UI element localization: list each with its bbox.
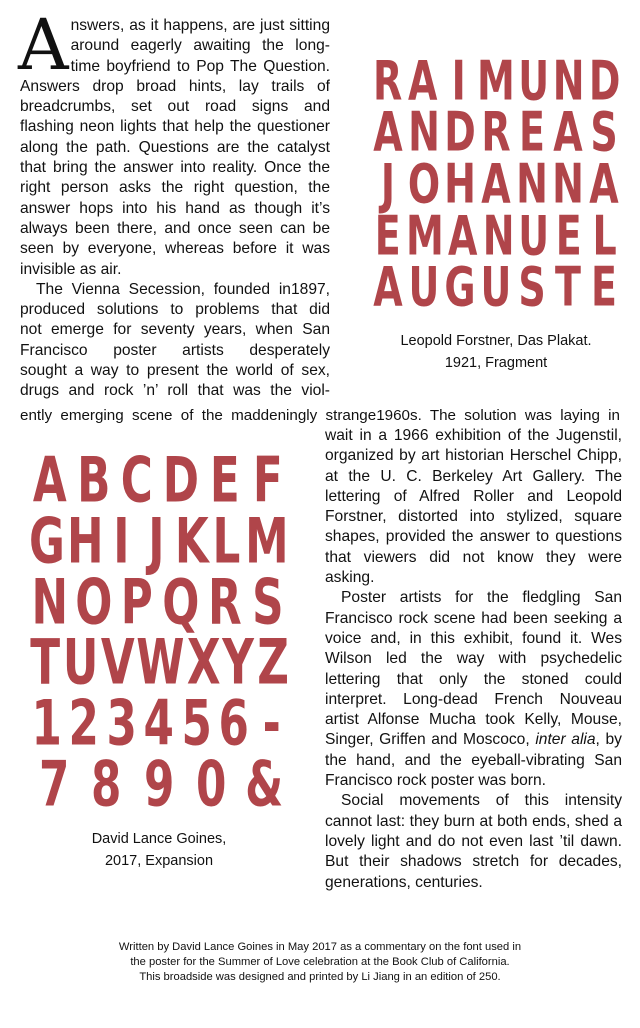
lettering-glyph: G (28, 504, 65, 578)
lettering-glyph: A (373, 257, 403, 320)
paragraph-3-italic: inter alia (535, 731, 596, 749)
lettering-glyph: M (245, 504, 289, 578)
lettering-glyph: M (477, 50, 515, 113)
lettering-glyph: P (121, 565, 154, 639)
lettering-glyph: L (592, 205, 617, 268)
colophon-line-2: the poster for the Summer of Love celebration at the Book Club of California. (130, 956, 510, 968)
lettering-glyph: & (244, 747, 283, 821)
lettering-glyph: H (444, 153, 476, 217)
lettering-glyph: N (516, 153, 548, 217)
lettering-glyph: R (481, 102, 511, 165)
lettering-glyph: - (262, 686, 281, 760)
lettering-glyph: Z (257, 625, 289, 699)
lettering-glyph: 0 (196, 747, 227, 821)
forstner-caption-line-2: 1921, Fragment (444, 355, 548, 371)
lettering-glyph: G (444, 257, 476, 320)
paragraph-4: Social movements of this intensity cannot last: they burn at both ends, shed a lovely light and do not even last ’til dawn. But their shadows stretch for decades, generations, centuries. (325, 792, 622, 891)
lettering-glyph: 5 (181, 686, 212, 760)
lettering-glyph: Y (222, 625, 255, 699)
lettering-glyph: R (207, 565, 242, 639)
forstner-caption-line-1: Leopold Forstner, Das Plakat. (400, 333, 592, 349)
paragraph-2-full-line: ently emerging scene of the maddeningly strange1960s. The solution was laying in (20, 407, 620, 424)
lettering-glyph: N (482, 205, 515, 268)
lettering-glyph: E (591, 257, 617, 320)
goines-alphabet-art (28, 443, 290, 821)
paragraph-2-line-6: drugs and rock ’n’ roll that was the viol- (20, 382, 330, 400)
lettering-glyph: A (32, 443, 67, 517)
lettering-row (28, 565, 290, 639)
lettering-glyph: 2 (68, 686, 100, 760)
lettering-glyph: 7 (38, 747, 70, 821)
lettering-glyph: B (76, 443, 111, 517)
lettering-glyph: U (518, 50, 550, 113)
paragraph-2-continued: wait in a 1966 exhibition of the Jugenstil, organized by art historian Herschel Chipp, at the U. C. Berkeley Art Gallery. The lettering of Alfred Roller and Leopold Forstner, distorted into stylized, square shapes, provided the answer to questions that viewers did not know they were asking. (325, 427, 622, 587)
lettering-glyph: N (408, 102, 440, 165)
lettering-row (370, 257, 622, 320)
lettering-glyph: D (444, 102, 476, 165)
article-column-bottom (325, 426, 622, 893)
lettering-glyph: 8 (91, 747, 122, 821)
lettering-glyph: I (113, 504, 130, 578)
forstner-caption (380, 330, 612, 374)
colophon (60, 940, 580, 985)
lettering-glyph: U (480, 257, 512, 320)
lettering-glyph: A (481, 153, 511, 217)
lettering-glyph: T (555, 257, 581, 320)
lettering-glyph: E (555, 205, 582, 268)
lettering-glyph: E (519, 102, 545, 165)
lettering-glyph: M (406, 205, 445, 268)
lettering-glyph: F (253, 443, 284, 517)
lettering-glyph: 9 (143, 747, 175, 821)
lettering-row (370, 50, 622, 113)
goines-caption-line-2: 2017, Expansion (104, 853, 214, 869)
lettering-glyph: 4 (143, 686, 175, 760)
lettering-glyph: N (553, 50, 585, 113)
lettering-glyph: C (121, 443, 154, 517)
lettering-glyph: U (63, 625, 99, 699)
lettering-glyph: L (212, 504, 241, 578)
lettering-row (28, 443, 290, 517)
lettering-row (370, 153, 622, 217)
lettering-glyph: R (373, 50, 403, 113)
lettering-glyph: S (252, 565, 284, 639)
lettering-glyph: A (373, 102, 403, 165)
lettering-glyph: J (148, 504, 165, 578)
paragraph-2-line-4: Francisco poster artists desperately (20, 341, 330, 359)
lettering-row (28, 747, 290, 821)
lettering-row (370, 205, 622, 268)
lettering-glyph: E (209, 443, 240, 517)
lettering-glyph: 3 (106, 686, 137, 760)
lettering-glyph: H (66, 504, 104, 578)
lettering-glyph: S (518, 257, 546, 320)
lettering-glyph: K (174, 504, 209, 578)
paragraph-1-text: nswers, as it happens, are just sitting around eagerly awaiting the long-time boyfriend to Pop The Question. Answers drop broad hints, lay trails of breadcrumbs, set out road signs and flashing neon lights that help the questioner along the path. Questions are the catalyst that bring the answer into reality. Once the right person asks the right question, the answer hops into his hand as though it’s always been there, and once seen can be seen by everyone, whereas before it was invisible as air. (20, 17, 330, 278)
lettering-glyph: X (186, 625, 221, 699)
lettering-glyph: W (136, 625, 185, 699)
paragraph-2-line-3: not emerge for seventy years, when San (20, 321, 330, 339)
lettering-glyph: N (31, 565, 69, 639)
lettering-row (28, 504, 290, 578)
lettering-glyph: 1 (31, 686, 62, 760)
paragraph-2-line-2: produced solutions to problems that did (20, 301, 330, 319)
paragraph-2-line-1: The Vienna Secession, founded in1897, (36, 280, 330, 298)
lettering-glyph: U (518, 205, 550, 268)
lettering-glyph: Q (162, 565, 200, 639)
lettering-glyph: D (162, 443, 199, 517)
paragraph-3-text-a: Poster artists for the fledgling San Francisco rock scene had been seeking a voice and, in this exhibit, found it. Wes Wilson led the way with psychedelic lettering that only the stoned could interpret. Long-dead French Nouveau artist Alfonse Mucha took Kelly, Mouse, Singer, Griffen and Moscoco, (325, 589, 622, 749)
lettering-glyph: V (100, 625, 135, 699)
lettering-glyph: A (408, 50, 438, 113)
lettering-glyph: E (374, 205, 401, 268)
colophon-line-3: This broadside was designed and printed by Li Jiang in an edition of 250. (139, 971, 501, 983)
lettering-glyph: A (448, 205, 478, 268)
lettering-row (28, 686, 290, 760)
goines-caption (40, 828, 278, 872)
lettering-glyph: I (451, 50, 466, 113)
drop-cap: A (18, 4, 69, 86)
goines-caption-line-1: David Lance Goines, (91, 831, 227, 847)
article-column-top (18, 4, 330, 402)
paragraph-1 (18, 4, 330, 280)
lettering-row (28, 625, 290, 699)
forstner-lettering-art (370, 50, 622, 320)
paragraph-3 (325, 588, 622, 791)
lettering-row (370, 102, 622, 165)
lettering-glyph: A (553, 102, 583, 165)
lettering-glyph: S (590, 102, 618, 165)
lettering-glyph: A (589, 153, 619, 217)
paragraph-2-line-5: sought a way to present the world of sex, (20, 362, 330, 380)
paragraph-3-text-b: , by the hand, and the eyeball-vibrating San Francisco rock poster was born. (325, 731, 622, 790)
lettering-glyph: N (552, 153, 584, 217)
lettering-glyph: D (588, 50, 621, 113)
lettering-glyph: J (380, 153, 396, 217)
lettering-glyph: O (74, 565, 113, 639)
lettering-glyph: 6 (218, 686, 250, 760)
lettering-glyph: T (30, 625, 61, 699)
colophon-line-1: Written by David Lance Goines in May 2017 as a commentary on the font used in (118, 941, 522, 953)
lettering-glyph: U (408, 257, 440, 320)
lettering-glyph: O (407, 153, 441, 217)
